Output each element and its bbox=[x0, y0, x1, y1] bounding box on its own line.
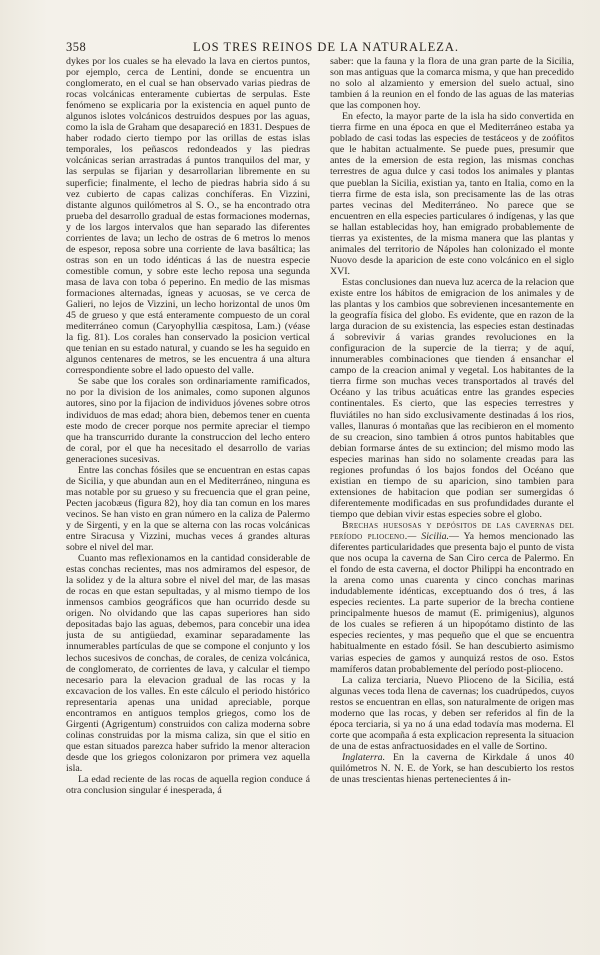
paragraph-text: En la caverna de Kirkdale á unos 40 quilómetros N. N. E. de York, se han descubierto los restos de unas trescientas hienas pertenecientes á in- bbox=[330, 751, 574, 786]
paragraph: En efecto, la mayor parte de la isla ha sido convertida en tierra firme en una época en que el Mediterráneo estaba ya poblado de casi todas las especies de testáceos y de zoófitos que le habitan actualmente. Se puede pues, presumir que antes de la emersion de esta region, las mismas conchas terrestres de agua dulce y casi todos los animales y plantas que pueblan la Sicilia, existian ya, tanto en Italia, como en la tierra firme de esta isla, son precisamente las de las otras partes vecinas del Mediterráneo. No parece que se encuentren en ella especies particulares ó indígenas, y las que se hallan establecidas hoy, han emigrado probablemente de tierras ya existentes, de la misma manera que las plantas y animales del territorio de Nápoles han colonizado el monte Nuovo desde la aparicion de este cono volcánico en el siglo XVI. bbox=[330, 111, 574, 277]
paragraph: La edad reciente de las rocas de aquella region conduce á otra conclusion singular é inesperada, á bbox=[66, 774, 310, 797]
left-column bbox=[66, 56, 310, 936]
paragraph: saber: que la fauna y la flora de una gran parte de la Sicilia, son mas antiguas que la comarca misma, y que han precedido no solo al alzamiento y emersion del suelo actual, sino tambien á la reunion en el fondo de las aguas de las materias que las componen hoy. bbox=[330, 56, 574, 112]
paragraph: Cuanto mas reflexionamos en la cantidad considerable de estas conchas recientes, mas nos admiramos del espesor, de la solidez y de la altura sobre el nivel del mar, de las masas de rocas en que estan sepultadas, y al mismo tiempo de los inmensos cambios geográficos que han ocurrido desde su origen. No olvidando que las capas superiores han sido depositadas bajo las aguas, debemos, para concebir una idea justa de su antigüedad, examinar separadamente las innumerables partículas de que se compone el conjunto y los lechos sucesivos de conchas, de corales, de ceniza volcánica, de conglomerato, de corrientes de lava, y calcular el tiempo necesario para la elevacion gradual de las rocas y la excavacion de los valles. En este cálculo el periodo histórico representaria apenas una unidad apreciable, porque encontramos en antiguos templos griegos, como los de Girgenti (Agrigentum) construidos con caliza moderna sobre colinas construidas por la misma caliza, sin que el sitio en que estan situados parezca haber sufrido la menor alteracion desde que los griegos colonizaron por primera vez aquella isla. bbox=[66, 553, 310, 774]
section-subheading: — Sicilia. bbox=[407, 531, 449, 543]
paragraph: dykes por los cuales se ha elevado la lava en ciertos puntos, por ejemplo, cerca de Lentini, donde se encuentra un conglomerato, en el cual se han observado varias piedras de rocas volcánicas enteramente cubiertas de serpulas. Este fenómeno se explicaria por la existencia en aquel punto de algunos islotes volcánicos destruidos despues por las aguas, como la isla de Graham que desapareció en 1831. Despues de haber rodado cierto tiempo por las orillas de estas islas temporales, los peñascos redondeados y las piedras volcánicas serian arrastradas á puntos tranquilos del mar, y las serpulas se fijarian y desarrollarian libremente en su superficie; finalmente, el lecho de piedras habria sido á su vez cubierto de capas calizas conchíferas. En Vizzini, distante algunos quilómetros al S. O., se ha encontrado otra prueba del desarrollo gradual de estas formaciones modernas, y de los largos intervalos que han separado las diferentes corrientes de lava; un lecho de ostras de 6 metros lo menos de espesor, reposa sobre una corriente de lava basáltica; las ostras son en un todo idénticas á las de nuestra especie comestible comun, y sobre este lecho reposa una segunda masa de lava con toba ó peperino. En medio de las mismas formaciones alternadas, ígneas y acuosas, se ve cerca de Galieri, no lejos de Vizzini, un lecho horizontal de unos 0m 45 de grueso y que está enteramente compuesto de un coral mediterráneo comun (Caryophyllia cæspitosa, Lam.) (véase la fig. 81). Los corales han conservado la posicion vertical que tenian en su estado natural, y cuando se les ha seguido en algunos centenares de metros, se les encuentra á una altura correspondiente sobre el lado opuesto del valle. bbox=[66, 56, 310, 377]
section-heading: Inglaterra. bbox=[342, 751, 386, 763]
right-column bbox=[330, 56, 574, 936]
section-heading: Brechas huesosas y depósitos de las cavernas del período plioceno. bbox=[330, 519, 574, 543]
paragraph: Estas conclusiones dan nueva luz acerca de la relacion que existe entre los hábitos de emigracion de los animales y de las plantas y los cambios que sobrevienen incesantemente en la geografía física del globo. Es evidente, que en razon de la larga duracion de su existencia, las especies estan destinadas á sobrevivir á varias grandes revoluciones en la configuracion de la supercie de la tierra; y de aquí, innumerables combinaciones que tienden á ensanchar el campo de la creacion animal y vegetal. Los habitantes de la tierra firme son muchas veces transportados al través del Océano y las tribus acuáticas entre las grandes especies continentales. Es cierto, que las especies terrestres y fluviátiles no han sido exclusivamente destinadas á los rios, valles, llanuras ó montañas que las recibieron en el momento de su creacion, sino tambien á otros puntos habitables que debian formarse ántes de su extincion; del mismo modo las especies marinas han sido no solamente creadas para las regiones profundas ó los bajos fondos del Océano que existian en tiempo de su aparicion, sino tambien para extensiones de habitacion que podian ser sumergidas ó diferentemente modificadas en sus profundidades durante el tiempo que debian vivir estas especies sobre el globo. bbox=[330, 276, 574, 520]
page-number: 358 bbox=[66, 40, 87, 54]
running-title: LOS TRES REINOS DE LA NATURALEZA. bbox=[192, 40, 460, 54]
paragraph: Entre las conchas fósiles que se encuentran en estas capas de Sicilia, y que abundan aun en el Mediterráneo, ninguna es mas notable por su grueso y su frecuencia que el gran peine, Pecten jacobæus (figura 82), hoy dia tan comun en los mares vecinos. Se han visto en gran número en la caliza de Palermo y de Sirgenti, y en la que se alterna con las rocas volcánicas entre Siracusa y Vizzini, muchas veces á grandes alturas sobre el nivel del mar. bbox=[66, 464, 310, 554]
paragraph-text: — Ya hemos mencionado las diferentes particularidades que presenta bajo el punto de vista que nos ocupa la caverna de San Ciro cerca de Palermo. En el fondo de esta caverna, el doctor Philippi ha encontrado en la arena como unas cuarenta y cinco conchas marinas indudablemente idénticas, exceptuando dos ó tres, á las especies recientes. La parte superior de la brecha contiene principalmente huesos de mamut (E. primigenius), algunos de los cuales se refieren á un hipopótamo distinto de las especies recientes, y mas pequeño que el que se encuentra habitualmente en estado fósil. Se han descubierto asimismo varias especies de gamos y aunquizá restos de oso. Estos mamíferos datan probablemente del período post-plioceno. bbox=[330, 531, 574, 675]
text-columns bbox=[66, 56, 574, 936]
section-paragraph bbox=[330, 520, 574, 675]
paragraph: La caliza terciaria, Nuevo Plioceno de la Sicilia, está algunas veces toda llena de cavernas; los cuadrúpedos, cuyos restos se encuentran en ellas, son naturalmente de origen mas moderno que las rocas, y deben ser referidos al fin de la época terciaria, si ya no á una edad todavía mas moderna. El corte que acompaña á esta explicacion representa la situacion de una de estas anfractuosidades en el valle de Sortino. bbox=[330, 674, 574, 752]
paragraph: Se sabe que los corales son ordinariamente ramificados, no por la division de los animales, como suponen algunos autores, sino por la fijacion de individuos jóvenes sobre otros individuos de mas edad; ahora bien, debemos tener en cuenta este modo de crecer porque nos permite apreciar el tiempo que ha transcurrido durante la construccion del lecho entero de coral, por el que ha necesitado el desarrollo de varias generaciones sucesivas. bbox=[66, 376, 310, 465]
section-paragraph bbox=[330, 752, 574, 785]
